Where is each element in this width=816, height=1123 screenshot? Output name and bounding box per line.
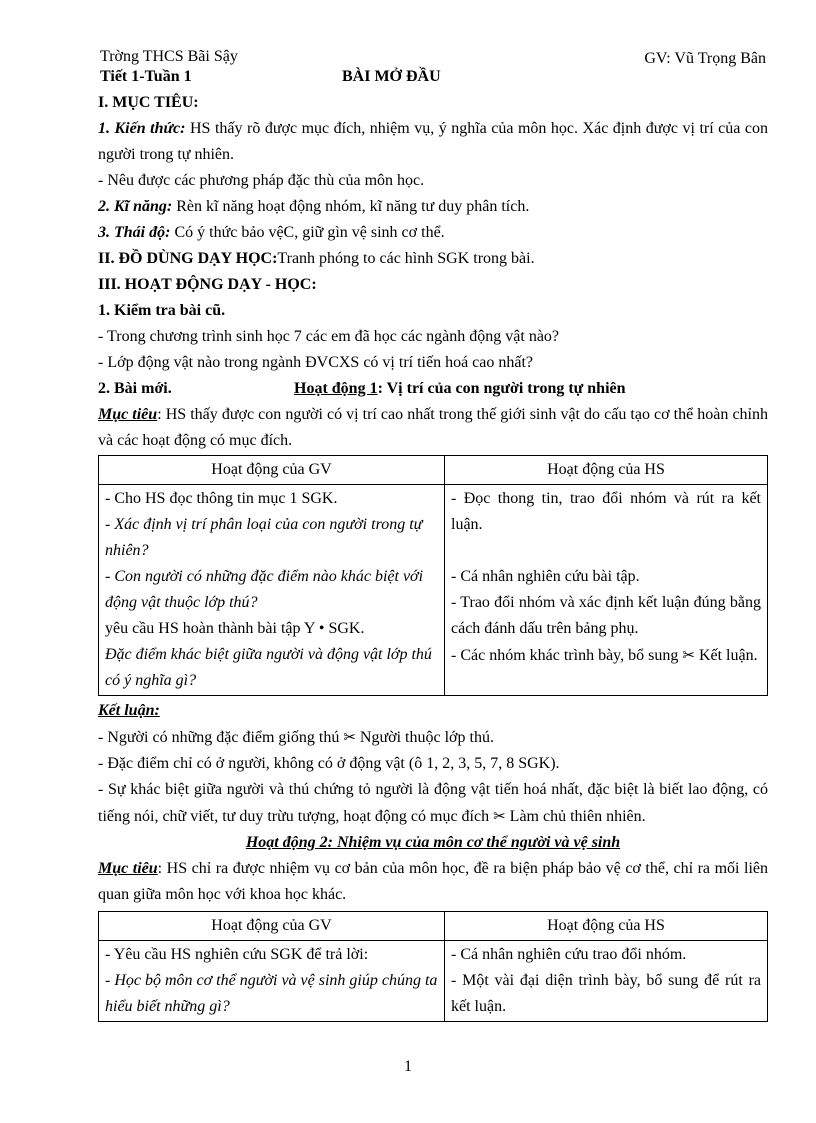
- objective-methods: - Nêu được các phương pháp đặc thù của môn học.: [98, 172, 425, 189]
- page-number: 1: [404, 1058, 412, 1075]
- teacher-activities-cell: [99, 485, 445, 696]
- goal-label: Mục tiêu: [98, 860, 158, 877]
- col-header-student: Hoạt động của HS: [445, 912, 768, 941]
- scissors-icon: ✂: [343, 728, 356, 746]
- teacher-activities-cell: [99, 941, 445, 1022]
- student-step: - Cá nhân nghiên cứu bài tập.: [451, 568, 640, 585]
- goal-text: : HS chỉ ra được nhiệm vụ cơ bản của môn học, đề ra biện pháp bảo vệ cơ thể, chỉ ra mối liên quan giữa môn học với khoa học khác.: [98, 860, 768, 903]
- table-row: [99, 941, 768, 1022]
- goal-text: : HS thấy được con người có vị trí cao nhất trong thế giới sinh vật do cấu tạo cơ thể hoàn chỉnh và các hoạt động có mục đích.: [98, 406, 768, 449]
- teacher-step: - Xác định vị trí phân loại của con người trong tự nhiên?: [105, 516, 423, 559]
- activity-1-label: Hoạt động 1: [294, 380, 378, 397]
- teacher-step: - Yêu cầu HS nghiên cứu SGK để trả lời:: [105, 946, 369, 963]
- objective-attitude: [98, 220, 768, 246]
- student-step: - Đọc thong tin, trao đổi nhóm và rút ra kết luận.: [451, 490, 761, 533]
- activity-2-title: Hoạt động 2: Nhiệm vụ của môn cơ thể người và vệ sinh: [245, 834, 621, 851]
- school-name: Trờng THCS Bãi Sậy: [100, 48, 238, 65]
- activity-1-title: : Vị trí của con người trong tự nhiên: [377, 380, 626, 397]
- scissors-icon: ✂: [682, 646, 695, 664]
- check-question-2: - Lớp động vật nào trong ngành ĐVCXS có vị trí tiến hoá cao nhất?: [98, 354, 534, 371]
- check-question-1: - Trong chương trình sinh học 7 các em đã học các ngành động vật nào?: [98, 328, 560, 345]
- teacher-name: GV: Vũ Trọng Bân: [644, 50, 766, 67]
- table-header-row: [99, 912, 768, 941]
- student-step-text: Kết luận.: [698, 647, 758, 664]
- objective-skills: [98, 194, 768, 220]
- student-step: [451, 642, 761, 669]
- activity-2-title-line: [98, 830, 768, 856]
- conclusion-label: Kết luận:: [98, 702, 160, 719]
- table-header-row: [99, 456, 768, 485]
- skills-label: 2. Kĩ năng:: [98, 198, 173, 215]
- teacher-step: - Học bộ môn cơ thể người và vệ sinh giúp chúng ta hiểu biết những gì?: [105, 972, 438, 1015]
- goal-label: Mục tiêu: [98, 406, 158, 423]
- new-lesson-label: 2. Bài mới.: [98, 380, 172, 397]
- knowledge-label: 1. Kiến thức:: [98, 120, 186, 137]
- teacher-step: Đặc điểm khác biệt giữa người và động vật lớp thú có ý nghĩa gì?: [105, 646, 432, 689]
- attitude-text: Có ý thức bảo vệC, giữ gìn vệ sinh cơ thể.: [170, 224, 445, 241]
- teacher-step: yêu cầu HS hoàn thành bài tập Y • SGK.: [105, 620, 365, 637]
- objective-knowledge: [98, 116, 768, 168]
- conclusion-3-text: - Sự khác biệt giữa người và thú chứng tỏ người là động vật tiến hoá nhất, đặc biệt là biết lao động, có tiếng nói, chữ viết, tư duy trừu tượng, hoạt động có mục đích: [98, 781, 768, 825]
- materials-heading: II. ĐỒ DÙNG DẠY HỌC:: [98, 250, 278, 267]
- student-step-text: - Các nhóm khác trình bày, bổ sung: [451, 647, 679, 664]
- student-activities-cell: [445, 485, 768, 696]
- conclusion-1-result: Người thuộc lớp thú.: [359, 729, 494, 746]
- col-header-teacher: Hoạt động của GV: [99, 912, 445, 941]
- lesson-number: Tiết 1-Tuần 1: [100, 68, 192, 85]
- new-lesson-line: [98, 376, 768, 402]
- col-header-student: Hoạt động của HS: [445, 456, 768, 485]
- activity-1-goal: [98, 402, 768, 454]
- section-activities-heading: III. HOẠT ĐỘNG DẠY - HỌC:: [98, 276, 317, 293]
- conclusion-1-text: - Người có những đặc điểm giống thú: [98, 729, 340, 746]
- scissors-icon: ✂: [493, 807, 506, 825]
- attitude-label: 3. Thái độ:: [98, 224, 171, 241]
- document-page: [98, 46, 768, 1022]
- lesson-title: BÀI MỞ ĐẦU: [342, 68, 441, 85]
- section-materials: [98, 246, 768, 272]
- activity-2-table: [98, 911, 768, 1022]
- activity-2-goal: [98, 856, 768, 908]
- teacher-step: - Cho HS đọc thông tin mục 1 SGK.: [105, 490, 338, 507]
- page-header: [98, 46, 768, 68]
- section-objectives-heading: I. MỤC TIÊU:: [98, 94, 199, 111]
- activity-1-table: [98, 455, 768, 696]
- conclusion-1: [98, 724, 768, 751]
- skills-text: Rèn kĩ năng hoạt động nhóm, kĩ năng tư duy phân tích.: [172, 198, 530, 215]
- student-step: - Cá nhân nghiên cứu trao đổi nhóm.: [451, 946, 687, 963]
- lesson-line: [98, 68, 768, 90]
- student-step: - Một vài đại diện trình bày, bổ sung để rút ra kết luận.: [451, 972, 761, 1015]
- conclusion-3: [98, 777, 768, 830]
- col-header-teacher: Hoạt động của GV: [99, 456, 445, 485]
- table-row: [99, 485, 768, 696]
- student-step: - Trao đổi nhóm và xác định kết luận đúng bằng cách đánh dấu trên bảng phụ.: [451, 594, 761, 637]
- old-lesson-check-heading: 1. Kiểm tra bài cũ.: [98, 302, 226, 319]
- student-activities-cell: [445, 941, 768, 1022]
- conclusion-2: - Đặc điểm chỉ có ở người, không có ở động vật (ô 1, 2, 3, 5, 7, 8 SGK).: [98, 755, 560, 772]
- conclusion-3-result: Làm chủ thiên nhiên.: [509, 808, 646, 825]
- knowledge-text: HS thấy rõ được mục đích, nhiệm vụ, ý nghĩa của môn học. Xác định được vị trí của con người trong tự nhiên.: [98, 120, 768, 163]
- materials-text: Tranh phóng to các hình SGK trong bài.: [277, 250, 535, 267]
- teacher-step: - Con người có những đặc điểm nào khác biệt với động vật thuộc lớp thú?: [105, 568, 424, 611]
